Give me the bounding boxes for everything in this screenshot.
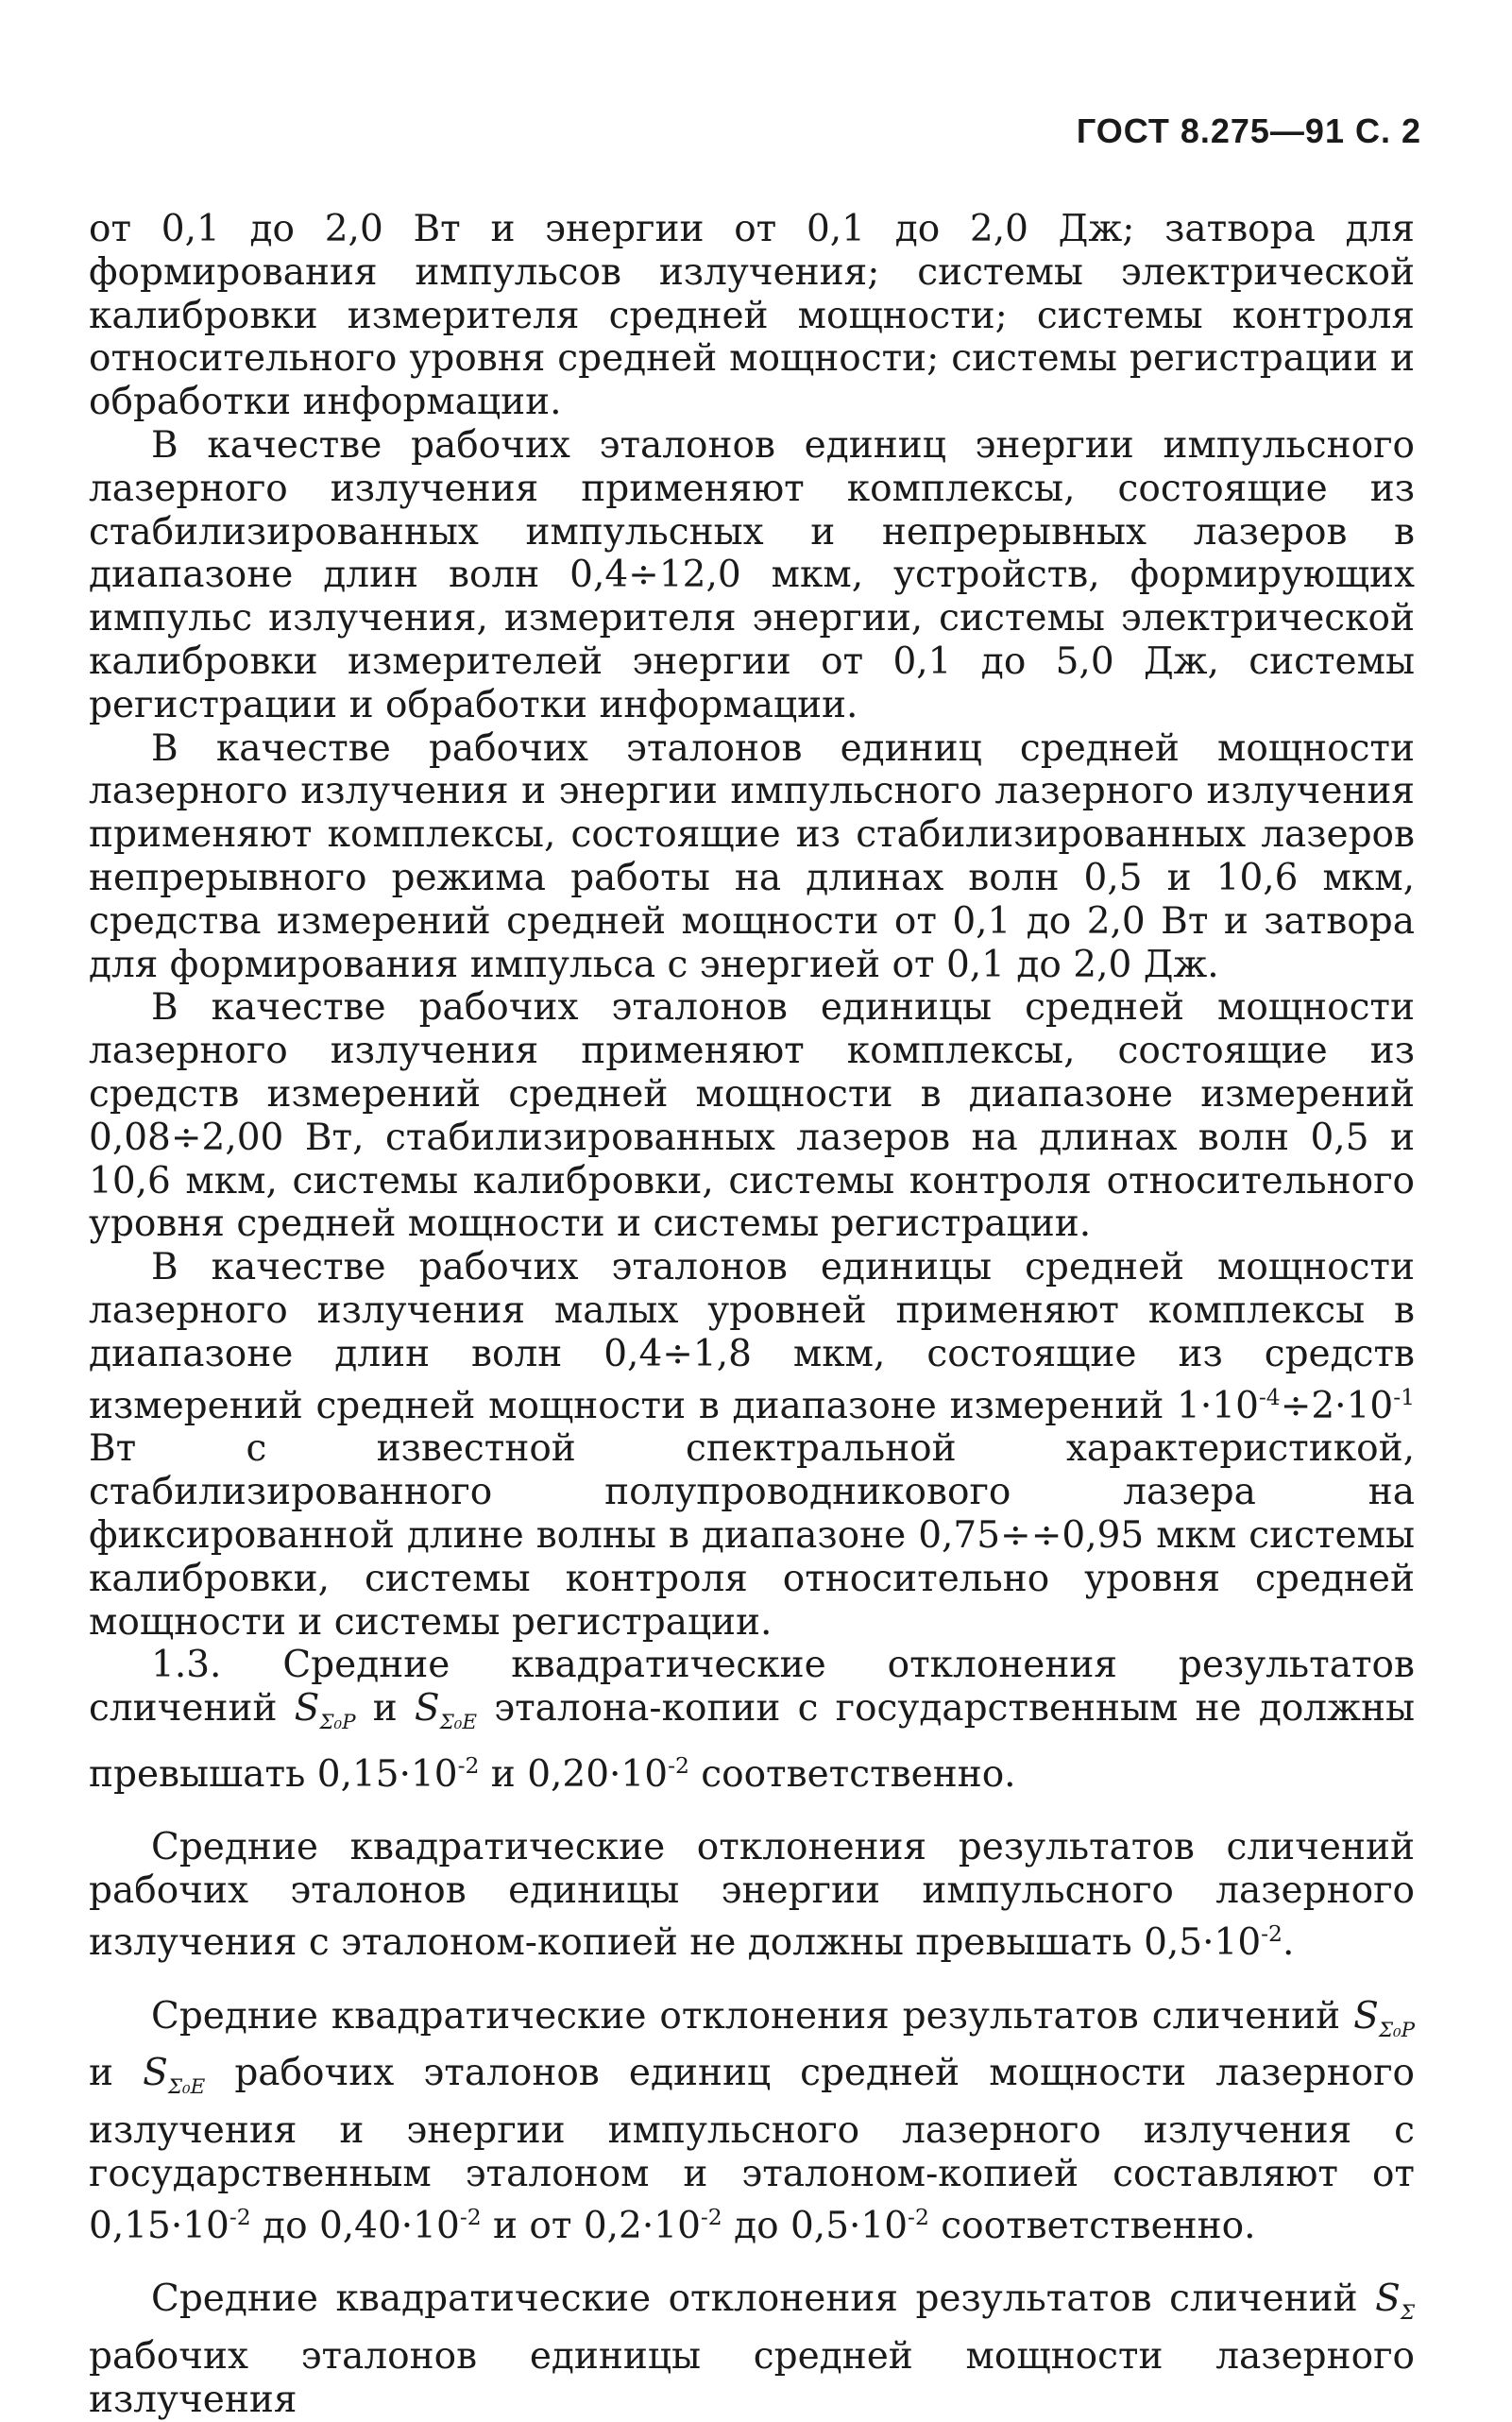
paragraph-energy-deviation: [89, 1826, 1415, 1964]
text: до 0,40·10: [250, 2204, 460, 2247]
exponent: -2: [1261, 1920, 1283, 1948]
paragraph-power-deviation: [89, 2277, 1415, 2421]
document-body: [89, 208, 1415, 2422]
text: 1.3. Средние квадратические отклонения результатов сличений: [89, 1644, 1415, 1731]
exponent: -1: [1393, 1383, 1415, 1410]
symbol-s-sigma-p: $S_{\Sigma_0P}$: [294, 1687, 356, 1734]
text: Средние квадратические отклонения результатов сличений: [151, 2277, 1376, 2321]
text: эталона-копии с государственным не должны превышать 0,15·10: [89, 1687, 1415, 1796]
text: .: [1282, 1921, 1295, 1965]
exponent: -4: [1258, 1383, 1281, 1410]
exponent: -2: [457, 1751, 480, 1779]
paragraph-energy-standards: В качестве рабочих эталонов единиц энергии импульсного лазерного излучения применяют комплексы, состоящие из стабилизированных импульсных и непрерывных лазеров в диапазоне длин волн 0,4÷12,0 мкм, устройств, формирующих импульс излучения, измерителя энергии, системы электрической калибровки измерителей энергии от 0,1 до 5,0 Дж, системы регистрации и обработки информации.: [89, 423, 1415, 726]
paragraph-clause-1-3: [89, 1644, 1415, 1796]
exponent: -2: [700, 2203, 722, 2230]
text: и: [355, 1687, 415, 1731]
text: соответственно.: [688, 1752, 1016, 1796]
exponent: -2: [459, 2203, 482, 2230]
symbol-s-sigma: $S_\Sigma$: [1375, 2277, 1415, 2326]
symbol-s-sigma-e: $S_{\Sigma_0E}$: [143, 2052, 206, 2100]
paragraph-low-power-standards: [89, 1246, 1415, 1644]
page-header: ГОСТ 8.275—91 С. 2: [1076, 111, 1421, 150]
text: и 0,20·10: [479, 1752, 669, 1796]
text: В качестве рабочих эталонов единицы средней мощности лазерного излучения малых уровней применяют комплексы в диапазоне длин волн 0,4÷1,8 мкм, состоящие из средств измерений средней мощности в диапазоне измерений 1·10: [89, 1246, 1415, 1427]
paragraph-power-energy-deviation: [89, 1995, 1415, 2248]
text: рабочих эталонов единиц средней мощности лазерного излучения и энергии импульсного лазерного излучения с государственным эталоном и эталоном-копией составляют от 0,15·10: [89, 2052, 1416, 2247]
text: и: [89, 2052, 144, 2095]
text: Вт с известной спектральной характеристикой, стабилизированного полупроводникового лазера на фиксированной длине волны в диапазоне 0,75÷÷0,95 мкм системы калибровки, системы контроля относительно уровня средней мощности и системы регистрации.: [89, 1427, 1415, 1644]
text: и от 0,2·10: [481, 2204, 701, 2247]
exponent: -2: [229, 2203, 251, 2230]
paragraph-power-energy-standards: В качестве рабочих эталонов единиц средней мощности лазерного излучения и энергии импульсного лазерного излучения применяют комплексы, состоящие из стабилизированных лазеров непрерывного режима работы на длинах волн 0,5 и 10,6 мкм, средства измерений средней мощности от 0,1 до 2,0 Вт и затвора для формирования импульса с энергией от 0,1 до 2,0 Дж.: [89, 726, 1415, 986]
symbol-s-sigma-e: $S_{\Sigma_0E}$: [414, 1687, 478, 1734]
text: Средние квадратические отклонения результатов сличений рабочих эталонов единицы энергии импульсного лазерного излучения с эталоном-копией не должны превышать 0,5·10: [89, 1826, 1415, 1965]
text: рабочих эталонов единицы средней мощности лазерного излучения: [89, 2335, 1415, 2421]
text: до 0,5·10: [722, 2204, 909, 2247]
text: ÷2·10: [1280, 1384, 1394, 1427]
text: соответственно.: [928, 2204, 1256, 2247]
paragraph-continuation: от 0,1 до 2,0 Вт и энергии от 0,1 до 2,0 Дж; затвора для формирования импульсов излучения; системы электрической калибровки измерителя средней мощности; системы контроля относительного уровня средней мощности; системы регистрации и обработки информации.: [89, 208, 1415, 424]
paragraph-power-standards: В качестве рабочих эталонов единицы средней мощности лазерного излучения применяют комплексы, состоящие из средств измерений средней мощности в диапазоне измерений 0,08÷2,00 Вт, стабилизированных лазеров на длинах волн 0,5 и 10,6 мкм, системы калибровки, системы контроля относительного уровня средней мощности и системы регистрации.: [89, 986, 1415, 1246]
symbol-s-sigma-p: $S_{\Sigma_0P}$: [1353, 1994, 1415, 2042]
text: Средние квадратические отклонения результатов сличений: [151, 1994, 1354, 2038]
exponent: -2: [908, 2203, 929, 2230]
exponent: -2: [668, 1751, 689, 1779]
